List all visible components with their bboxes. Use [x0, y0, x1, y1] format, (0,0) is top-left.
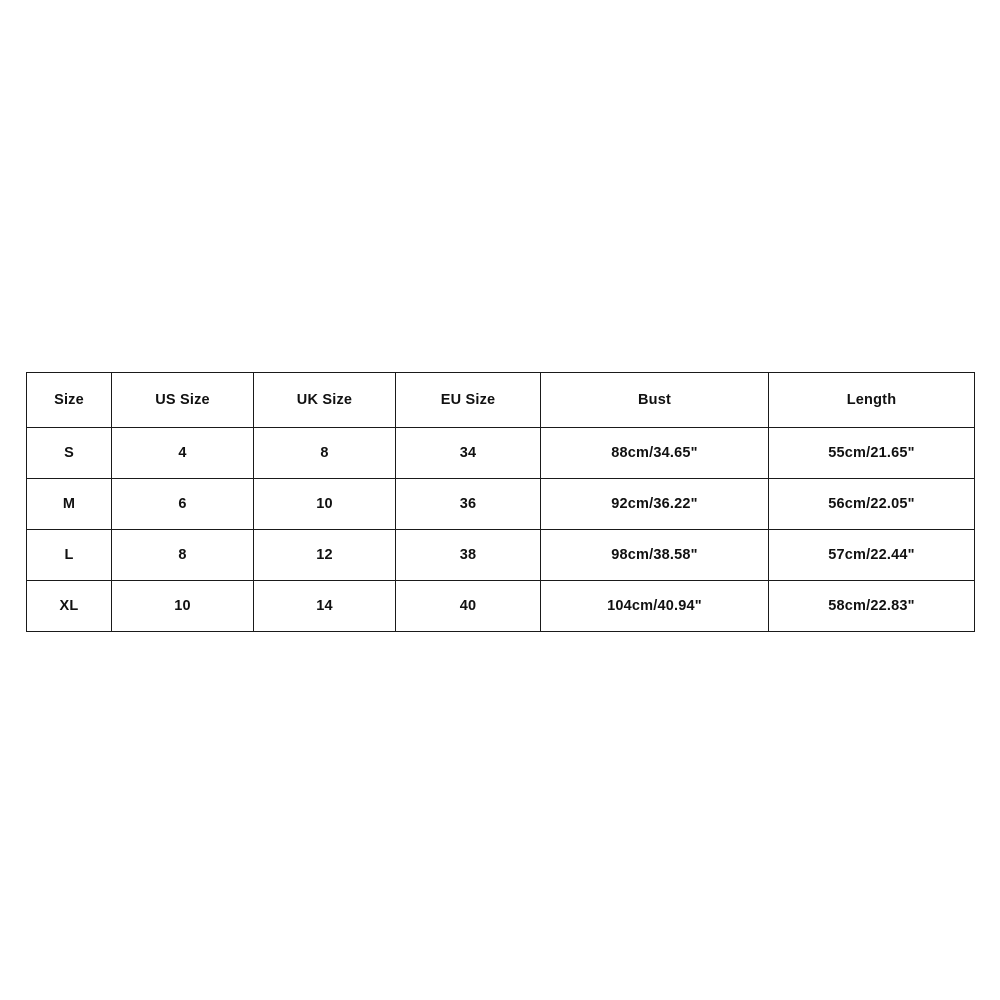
column-header-bust: Bust: [541, 373, 769, 428]
cell-eu-size: 40: [396, 581, 541, 632]
cell-length: 56cm/22.05": [769, 479, 975, 530]
column-header-eu-size: EU Size: [396, 373, 541, 428]
table-row: [27, 479, 975, 530]
cell-bust: 92cm/36.22": [541, 479, 769, 530]
cell-size: S: [27, 428, 112, 479]
size-chart-container: [26, 372, 974, 632]
table-row: [27, 428, 975, 479]
cell-eu-size: 38: [396, 530, 541, 581]
cell-length: 57cm/22.44": [769, 530, 975, 581]
column-header-size: Size: [27, 373, 112, 428]
column-header-uk-size: UK Size: [254, 373, 396, 428]
cell-us-size: 10: [112, 581, 254, 632]
cell-size: M: [27, 479, 112, 530]
table-row: [27, 581, 975, 632]
column-header-us-size: US Size: [112, 373, 254, 428]
cell-uk-size: 8: [254, 428, 396, 479]
table-row: [27, 530, 975, 581]
cell-bust: 88cm/34.65": [541, 428, 769, 479]
table-body: [27, 428, 975, 632]
cell-size: L: [27, 530, 112, 581]
cell-bust: 104cm/40.94": [541, 581, 769, 632]
cell-length: 58cm/22.83": [769, 581, 975, 632]
cell-bust: 98cm/38.58": [541, 530, 769, 581]
table-header-row: [27, 373, 975, 428]
cell-us-size: 8: [112, 530, 254, 581]
cell-uk-size: 12: [254, 530, 396, 581]
cell-uk-size: 14: [254, 581, 396, 632]
cell-length: 55cm/21.65": [769, 428, 975, 479]
cell-eu-size: 34: [396, 428, 541, 479]
size-chart-table: [26, 372, 975, 632]
table-header: [27, 373, 975, 428]
cell-eu-size: 36: [396, 479, 541, 530]
cell-us-size: 4: [112, 428, 254, 479]
cell-size: XL: [27, 581, 112, 632]
cell-us-size: 6: [112, 479, 254, 530]
column-header-length: Length: [769, 373, 975, 428]
cell-uk-size: 10: [254, 479, 396, 530]
